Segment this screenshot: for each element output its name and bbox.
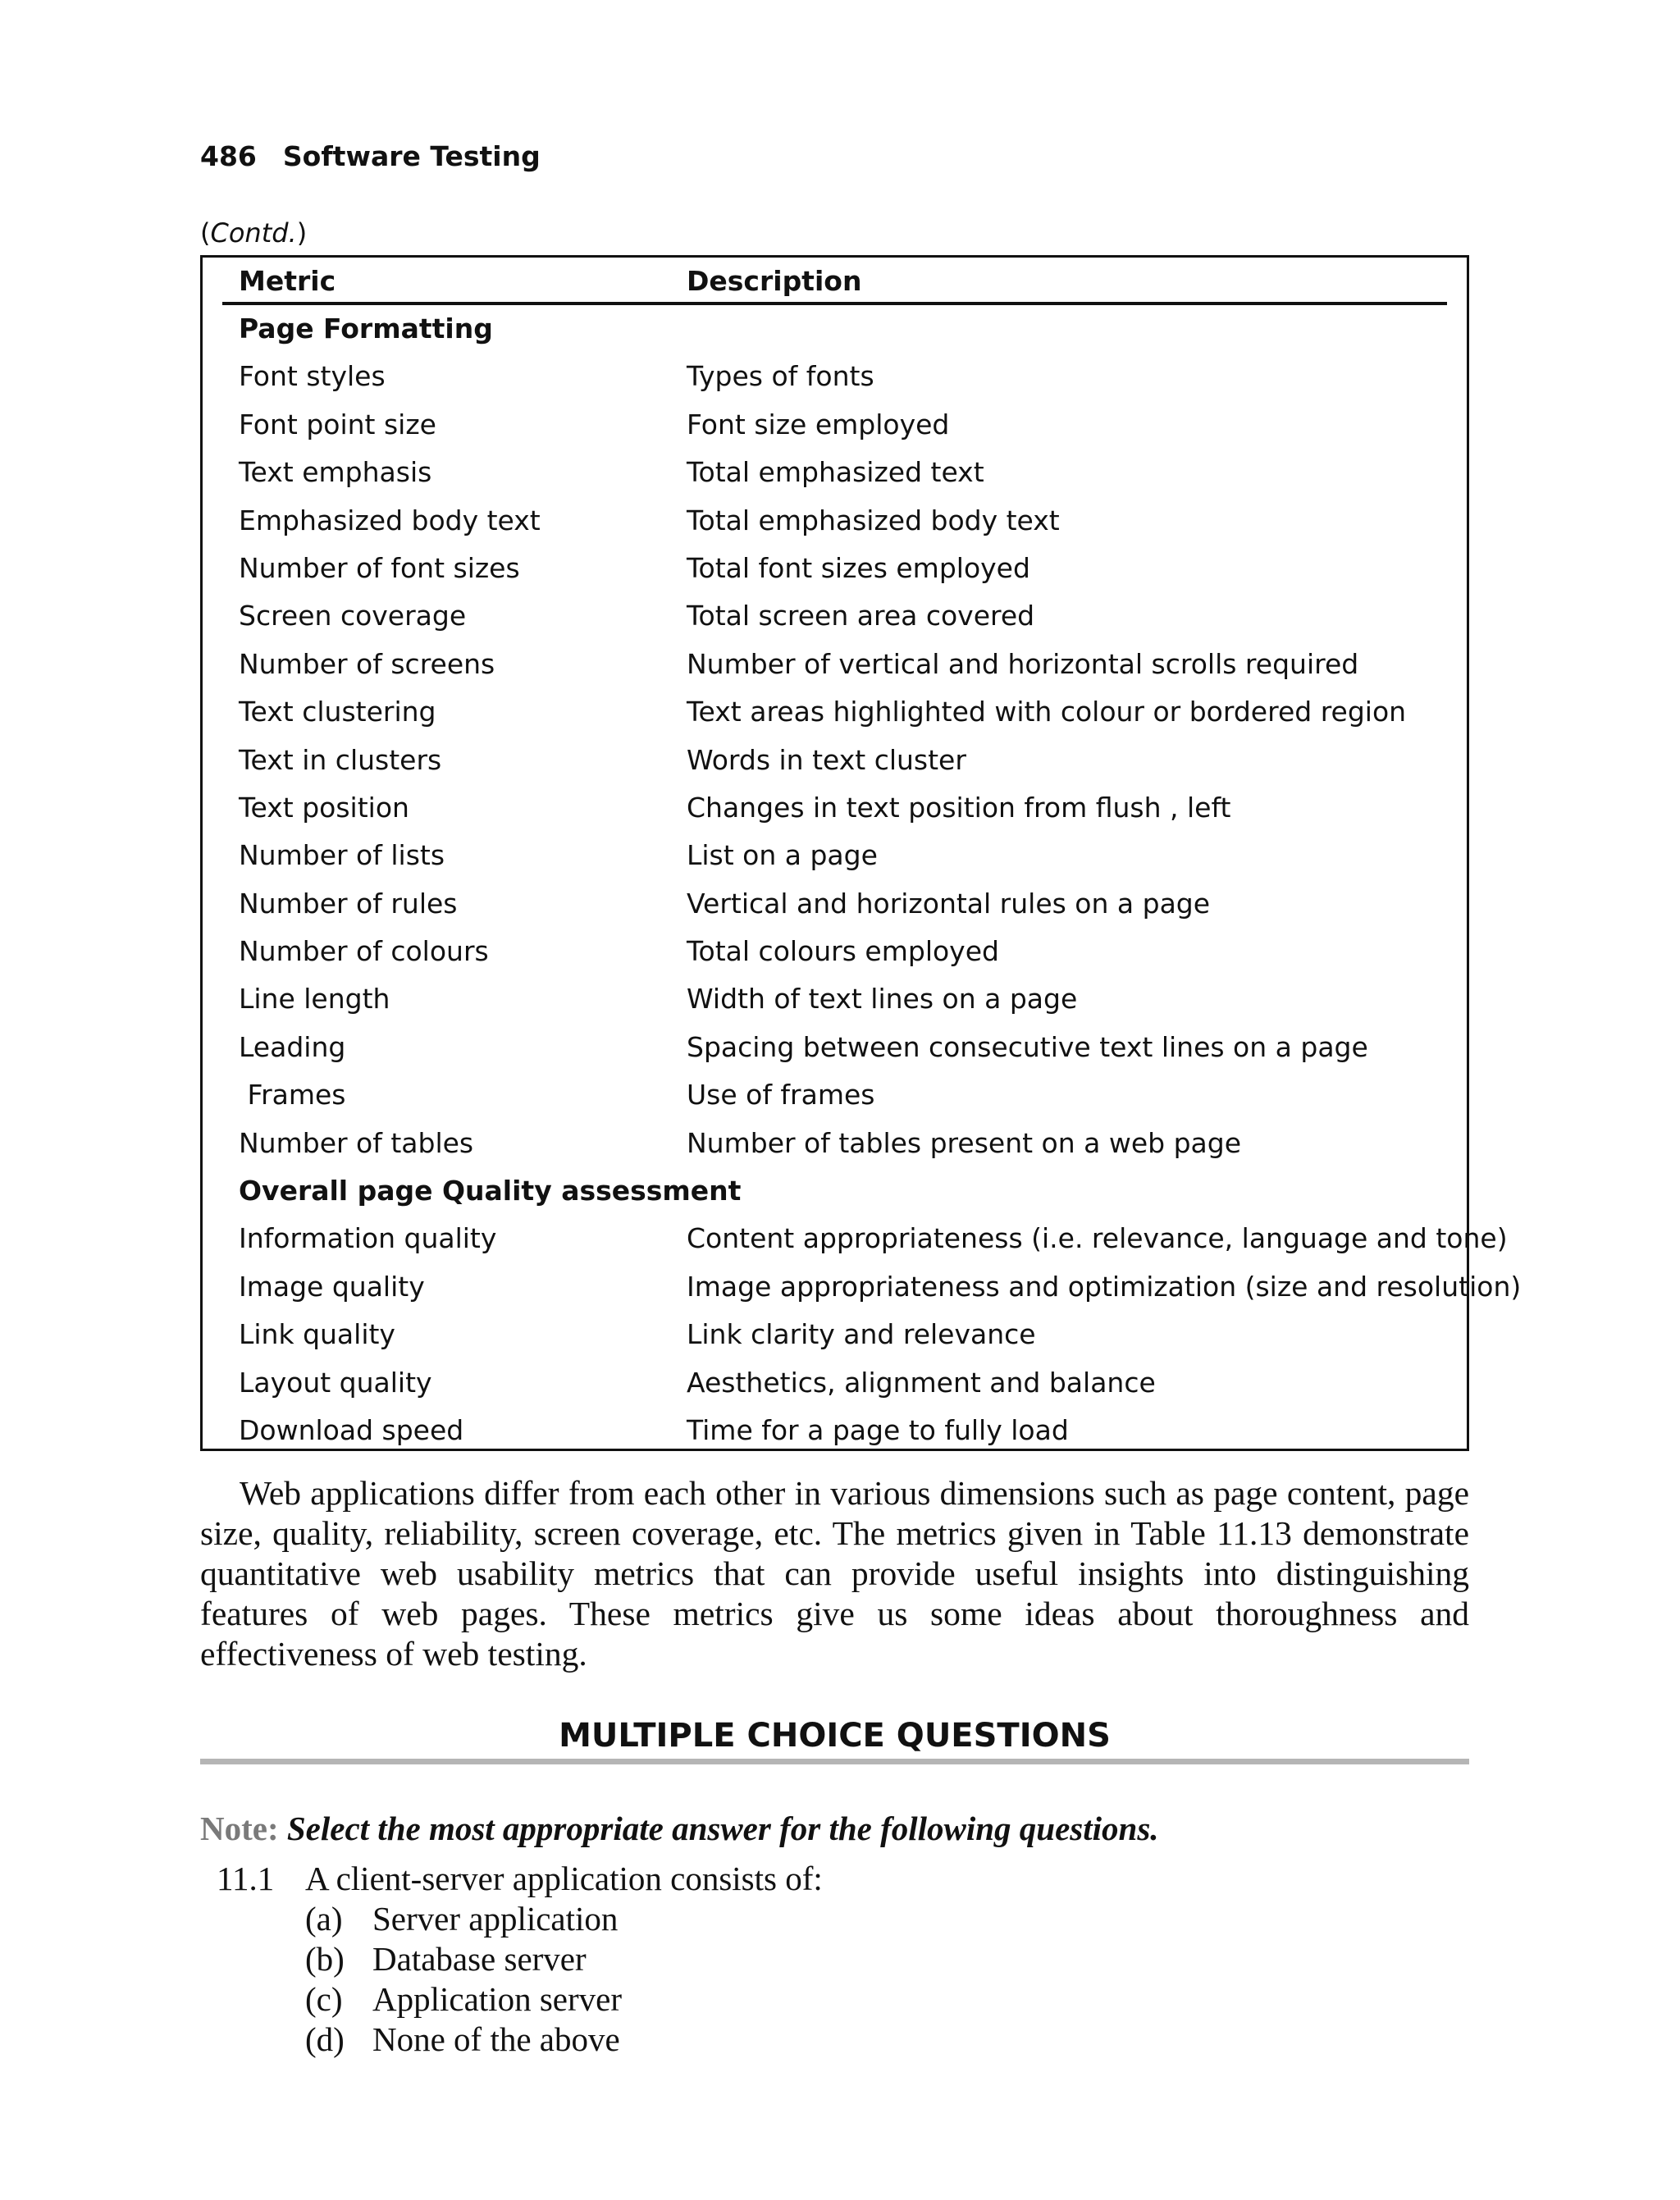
description-cell: Link clarity and relevance: [687, 1318, 1036, 1351]
table-row: [222, 1263, 1522, 1311]
table-row: [222, 497, 1447, 545]
description-cell: Image appropriateness and optimization (size and resolution): [687, 1270, 1522, 1303]
table-section-row: [222, 1167, 1447, 1215]
metric-cell: Text position: [239, 791, 409, 824]
metric-cell: Number of tables: [239, 1126, 474, 1159]
option-label: (b): [305, 1940, 345, 1978]
description-cell: Total emphasized body text: [687, 504, 1060, 536]
question-number: 11.1: [217, 1860, 275, 1897]
table-row: [222, 545, 1447, 592]
table-row: [222, 449, 1447, 496]
metric-cell: Download speed: [239, 1413, 464, 1446]
metrics-table-body: [222, 261, 1522, 1454]
table-row: [222, 975, 1447, 1023]
description-cell: Total font sizes employed: [687, 551, 1030, 584]
metric-cell: Font styles: [239, 360, 386, 393]
table-row: [222, 401, 1447, 449]
note-text: Select the most appropriate answer for the following questions.: [286, 1810, 1159, 1847]
metric-cell: Number of lists: [239, 839, 445, 872]
description-cell: Words in text cluster: [687, 743, 966, 776]
table-row: [222, 1215, 1508, 1262]
table-rows: [222, 305, 1522, 1454]
question-text: A client-server application consists of:: [305, 1860, 823, 1897]
metric-cell: Text emphasis: [239, 456, 432, 489]
contd-open-paren: (: [200, 217, 211, 249]
description-cell: Content appropriateness (i.e. relevance, language and tone): [687, 1222, 1508, 1255]
metric-cell: Screen coverage: [239, 600, 467, 632]
section-title: Page Formatting: [239, 313, 493, 345]
table-row: [222, 784, 1447, 832]
description-cell: Number of vertical and horizontal scrolls required: [687, 647, 1359, 680]
option-c: [305, 1979, 622, 2020]
body-paragraph: Web applications differ from each other in various dimensions such as page content, page size, quality, reliability, screen coverage, etc. The metrics given in Table 11.13 demonstrate quantitative web usability metrics that can provide useful insights into distinguishing features of web pages. These metrics give us some ideas about thoroughness and effectiveness of web testing.: [200, 1474, 1469, 1673]
metric-cell: Line length: [239, 983, 390, 1016]
option-text: Server application: [372, 1900, 619, 1938]
table-row: [222, 880, 1447, 928]
table-row: [222, 353, 1447, 400]
table-row: [222, 1359, 1447, 1407]
answer-options: [305, 1899, 622, 2060]
option-text: Application server: [372, 1980, 622, 2018]
metric-cell: Number of screens: [239, 647, 495, 680]
contd-text: Contd.: [210, 217, 297, 249]
option-text: None of the above: [372, 2020, 620, 2058]
section-heading: MULTIPLE CHOICE QUESTIONS: [559, 1717, 1111, 1755]
table-row: [222, 688, 1447, 736]
table-row: [222, 1407, 1447, 1454]
description-cell: Text areas highlighted with colour or bordered region: [687, 696, 1407, 728]
header-description: Description: [687, 265, 862, 297]
option-label: (c): [305, 1980, 343, 2018]
table-header-row: [222, 261, 1447, 305]
description-cell: Total colours employed: [687, 935, 999, 968]
note-label: Note:: [200, 1810, 279, 1847]
section-title: Overall page Quality assessment: [239, 1175, 742, 1207]
description-cell: Aesthetics, alignment and balance: [687, 1366, 1156, 1399]
metric-cell: Leading: [239, 1030, 346, 1063]
description-cell: Use of frames: [687, 1079, 875, 1111]
table-row: [222, 928, 1447, 975]
description-cell: Total screen area covered: [687, 600, 1035, 632]
metric-cell: Number of font sizes: [239, 551, 520, 584]
metric-cell: Link quality: [239, 1318, 395, 1351]
metrics-table: [200, 255, 1522, 1451]
table-row: [222, 592, 1447, 640]
metric-cell: Emphasized body text: [239, 504, 541, 536]
option-a: [305, 1899, 622, 1939]
table-row: [222, 1071, 1447, 1119]
option-text: Database server: [372, 1940, 587, 1978]
description-cell: Font size employed: [687, 408, 950, 440]
contd-close-paren: ): [296, 217, 308, 249]
table-row: [222, 641, 1447, 688]
metric-cell: Image quality: [239, 1270, 425, 1303]
description-cell: List on a page: [687, 839, 878, 872]
table-section-row: [222, 305, 1447, 353]
question-11-1: [217, 1859, 823, 1899]
page-number: 486: [200, 140, 257, 172]
table-continued-label: [200, 214, 307, 252]
table-row: [222, 1120, 1447, 1167]
table-row: [222, 1024, 1447, 1071]
running-head: [200, 136, 541, 177]
metric-cell: Number of colours: [239, 935, 489, 968]
description-cell: Changes in text position from flush , left: [687, 791, 1231, 824]
description-cell: Time for a page to fully load: [687, 1413, 1069, 1446]
option-b: [305, 1939, 622, 1979]
metric-cell: Number of rules: [239, 887, 458, 920]
header-metric: Metric: [239, 265, 336, 297]
book-title: Software Testing: [282, 140, 541, 172]
table-row: [222, 1311, 1447, 1358]
option-label: (a): [305, 1900, 343, 1938]
metric-cell: Font point size: [239, 408, 436, 440]
metric-cell: Layout quality: [239, 1366, 432, 1399]
table-row: [222, 737, 1447, 784]
note-line: [200, 1805, 1159, 1851]
option-label: (d): [305, 2020, 345, 2058]
metric-cell: Information quality: [239, 1222, 497, 1255]
description-cell: Width of text lines on a page: [687, 983, 1078, 1016]
description-cell: Number of tables present on a web page: [687, 1126, 1242, 1159]
metric-cell: Text clustering: [239, 696, 436, 728]
table-row: [222, 832, 1447, 879]
section-heading-rule: [200, 1759, 1469, 1764]
description-cell: Spacing between consecutive text lines on a page: [687, 1030, 1368, 1063]
description-cell: Total emphasized text: [687, 456, 984, 489]
description-cell: Vertical and horizontal rules on a page: [687, 887, 1211, 920]
description-cell: Types of fonts: [687, 360, 874, 393]
metric-cell: Text in clusters: [239, 743, 442, 776]
metric-cell: Frames: [239, 1079, 346, 1111]
option-d: [305, 2020, 622, 2060]
